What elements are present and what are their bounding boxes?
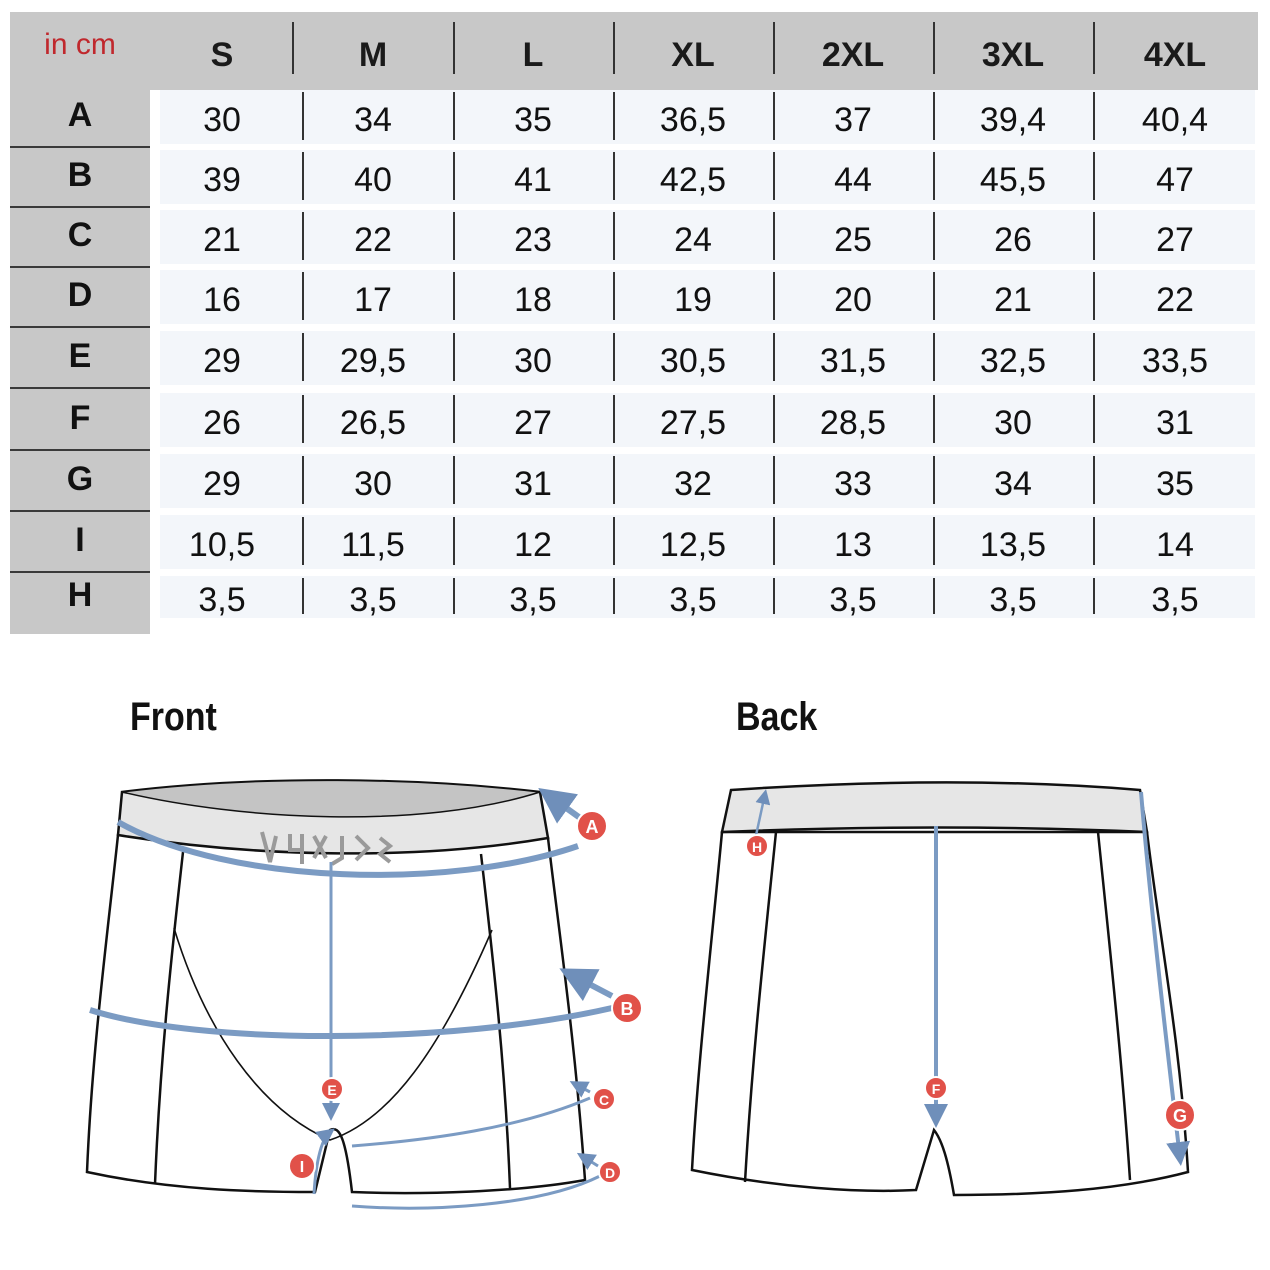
row-label-a: A: [67, 96, 93, 134]
size-header-s: S: [210, 36, 234, 74]
table-cell: 19: [674, 281, 712, 319]
svg-text:I: I: [299, 1159, 305, 1176]
marker-c: [593, 1088, 615, 1110]
table-cell: 30,5: [659, 342, 727, 380]
table-cell: 34: [994, 465, 1032, 503]
marker-f: [925, 1077, 947, 1099]
table-cell: 3,5: [669, 581, 717, 619]
svg-text:E: E: [327, 1082, 337, 1098]
row-label-f: F: [69, 399, 91, 437]
table-cell: 12,5: [659, 526, 727, 564]
front-shorts-diagram: [87, 780, 612, 1208]
svg-text:B: B: [620, 999, 634, 1019]
table-cell: 22: [354, 221, 392, 259]
marker-b: [612, 993, 642, 1023]
table-cell: 39: [203, 161, 241, 199]
row-label-c: C: [67, 216, 93, 254]
table-cell: 33,5: [1141, 342, 1209, 380]
table-cell: 45,5: [979, 161, 1047, 199]
row-label-d: D: [67, 276, 93, 314]
table-cell: 11,5: [341, 526, 405, 564]
row-label-h: H: [67, 576, 93, 614]
size-header-l: L: [522, 36, 544, 74]
size-header-xl: XL: [671, 36, 715, 74]
row-label-b: B: [67, 156, 93, 194]
table-cell: 34: [354, 101, 392, 139]
row-label-e: E: [68, 337, 92, 375]
table-cell: 16: [203, 281, 241, 319]
table-cell: 27: [1156, 221, 1194, 259]
table-cell: 3,5: [349, 581, 397, 619]
table-cell: 31: [514, 465, 552, 503]
table-cell: 33: [834, 465, 872, 503]
svg-text:A: A: [585, 817, 599, 837]
marker-i: [289, 1153, 315, 1179]
table-cell: 30: [994, 404, 1032, 442]
table-cell: 30: [354, 465, 392, 503]
table-cell: 44: [834, 161, 872, 199]
table-cell: 31: [1156, 404, 1194, 442]
svg-text:G: G: [1172, 1106, 1188, 1126]
table-cell: 24: [674, 221, 712, 259]
front-view-title: Front: [130, 695, 217, 739]
size-header-4xl: 4XL: [1143, 36, 1207, 74]
row-label-i: I: [75, 521, 85, 559]
table-cell: 10,5: [188, 526, 256, 564]
back-shorts-outline: [692, 832, 1188, 1195]
table-cell: 36,5: [659, 101, 727, 139]
table-cell: 40,4: [1141, 101, 1209, 139]
table-cell: 42,5: [659, 161, 727, 199]
size-header-3xl: 3XL: [981, 36, 1045, 74]
table-cell: 14: [1156, 526, 1194, 564]
table-cell: 13: [834, 526, 872, 564]
table-cell: 26: [994, 221, 1032, 259]
marker-e: [321, 1078, 343, 1100]
table-cell: 3,5: [1151, 581, 1199, 619]
table-cell: 21: [994, 281, 1032, 319]
table-cell: 26: [203, 404, 241, 442]
table-cell: 23: [514, 221, 552, 259]
table-cell: 31,5: [819, 342, 887, 380]
table-cell: 47: [1156, 161, 1194, 199]
svg-text:H: H: [751, 839, 763, 855]
table-cell: 32: [674, 465, 712, 503]
table-cell: 12: [514, 526, 552, 564]
svg-text:D: D: [604, 1165, 616, 1181]
table-cell: 13,5: [979, 526, 1047, 564]
table-cell: 25: [834, 221, 872, 259]
svg-text:F: F: [931, 1081, 941, 1097]
table-cell: 27: [514, 404, 552, 442]
back-view-title: Back: [736, 695, 818, 739]
table-cell: 20: [834, 281, 872, 319]
table-cell: 32,5: [979, 342, 1047, 380]
row-label-g: G: [66, 460, 94, 498]
table-cell: 39,4: [979, 101, 1047, 139]
size-header-2xl: 2XL: [821, 36, 885, 74]
table-cell: 37: [834, 101, 872, 139]
table-cell: 35: [1156, 465, 1194, 503]
table-cell: 28,5: [819, 404, 887, 442]
table-cell: 3,5: [829, 581, 877, 619]
table-cell: 29: [203, 465, 241, 503]
table-cell: 3,5: [509, 581, 557, 619]
marker-a: [577, 811, 607, 841]
table-cell: 30: [203, 101, 241, 139]
svg-text:C: C: [598, 1092, 610, 1108]
table-cell: 29: [203, 342, 241, 380]
back-waistband: [722, 783, 1147, 833]
table-cell: 18: [514, 281, 552, 319]
size-header-m: M: [358, 36, 388, 74]
table-cell: 26,5: [339, 404, 407, 442]
table-cell: 17: [354, 281, 392, 319]
table-cell: 29,5: [339, 342, 407, 380]
table-cell: 3,5: [198, 581, 246, 619]
front-shorts-outline: [87, 835, 585, 1193]
table-cell: 35: [514, 101, 552, 139]
table-cell: 40: [354, 161, 392, 199]
marker-d: [599, 1161, 621, 1183]
table-cell: 41: [514, 161, 552, 199]
table-cell: 22: [1156, 281, 1194, 319]
marker-h: [746, 835, 768, 857]
table-cell: 27,5: [659, 404, 727, 442]
unit-label: in cm: [44, 28, 116, 61]
marker-g: [1165, 1100, 1195, 1130]
table-cell: 3,5: [989, 581, 1037, 619]
table-cell: 30: [514, 342, 552, 380]
table-cell: 21: [203, 221, 241, 259]
